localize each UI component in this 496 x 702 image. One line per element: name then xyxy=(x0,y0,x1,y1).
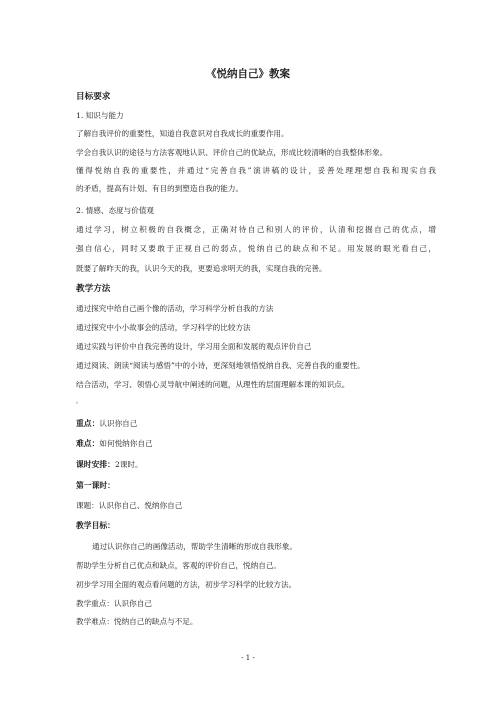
key-point xyxy=(76,419,436,429)
difficult-point xyxy=(76,439,436,449)
method-item: 通过阅读、朗读“阅读与感悟”中的小诗，更深刻地领悟悦纳自我、完善自我的重要性。 xyxy=(76,361,365,370)
document-title: 《悦纳自己》教案 xyxy=(206,68,290,80)
key-point-label: 重点： xyxy=(76,419,100,428)
key-point-value: 认识你自己 xyxy=(99,419,138,428)
goal-item: 初步学习用全面的观点看问题的方法，初步学习科学的比较方法。 xyxy=(76,580,297,589)
goal-item: 教学重点：认识你自己 xyxy=(76,599,152,608)
methods-heading: 教学方法 xyxy=(76,284,111,294)
paragraph-line: 强自信心，同时又要敢于正视自己的弱点，悦纳自己的缺点和不足。用发展的眼光看自己， xyxy=(76,244,436,253)
lesson-one-heading: 第一课时： xyxy=(76,481,115,490)
difficult-point-label: 难点： xyxy=(76,439,100,448)
goal-item: 帮助学生分析自己优点和缺点，客观的评价自己，悦纳自己。 xyxy=(76,561,282,570)
paragraph-line: 既要了解昨天的我，认识今天的我，更要追求明天的我，实现自我的完善。 xyxy=(76,264,327,273)
paragraph-line: 通过学习，树立积极的自我概念，正确对待自己和别人的评价，认清和挖掘自己的优点，增 xyxy=(76,225,436,234)
lesson-topic: 课题：认识你自己、悦纳你自己 xyxy=(76,501,183,510)
method-item: 通过探究中小小故事会的活动，学习科学的比较方法 xyxy=(76,323,251,332)
schedule xyxy=(76,460,436,470)
method-item: 通过探究中给自己画个像的活动，学习科学分析自我的方法 xyxy=(76,304,274,313)
goal-item: 通过认识你自己的画像活动，帮助学生清晰的形成自我形象。 xyxy=(92,542,298,551)
stray-mark: 。 xyxy=(76,398,83,405)
paragraph: 了解自我评价的重要性，知道自我意识对自我成长的重要作用。 xyxy=(76,129,289,138)
difficult-point-value: 如何悦纳你自己 xyxy=(99,439,153,448)
paragraph-line: 懂得悦纳自我的重要性，并通过“完善自我”演讲稿的设计，妥善处理理想自我和现实自我 xyxy=(76,166,436,175)
paragraph-line: 学会自我认识的途径与方法客观地认识、评价自己的优缺点，形成比较清晰的自我整体形象。 xyxy=(76,148,388,157)
subheading-knowledge: 1. 知识与能力 xyxy=(76,111,124,120)
page-number: - 1 - xyxy=(241,654,255,662)
subheading-attitude: 2. 情感、态度与价值观 xyxy=(76,206,155,215)
schedule-value: 2课时。 xyxy=(114,460,143,469)
paragraph-line: 的矛盾，提高有计划、有目的到塑造自我的能力。 xyxy=(76,184,244,193)
teaching-goals-label: 教学目标： xyxy=(76,521,115,530)
schedule-label: 课时安排： xyxy=(76,460,115,469)
goals-heading: 目标要求 xyxy=(76,92,111,102)
method-item: 结合活动，学习、领悟心灵导航中阐述的问题，从理性的层面理解本课的知识点。 xyxy=(76,380,350,389)
goal-item: 教学难点：悦纳自己的缺点与不足。 xyxy=(76,617,198,626)
method-item: 通过实践与评价中自我完善的设计，学习用全面和发展的观点评价自己 xyxy=(76,342,312,351)
